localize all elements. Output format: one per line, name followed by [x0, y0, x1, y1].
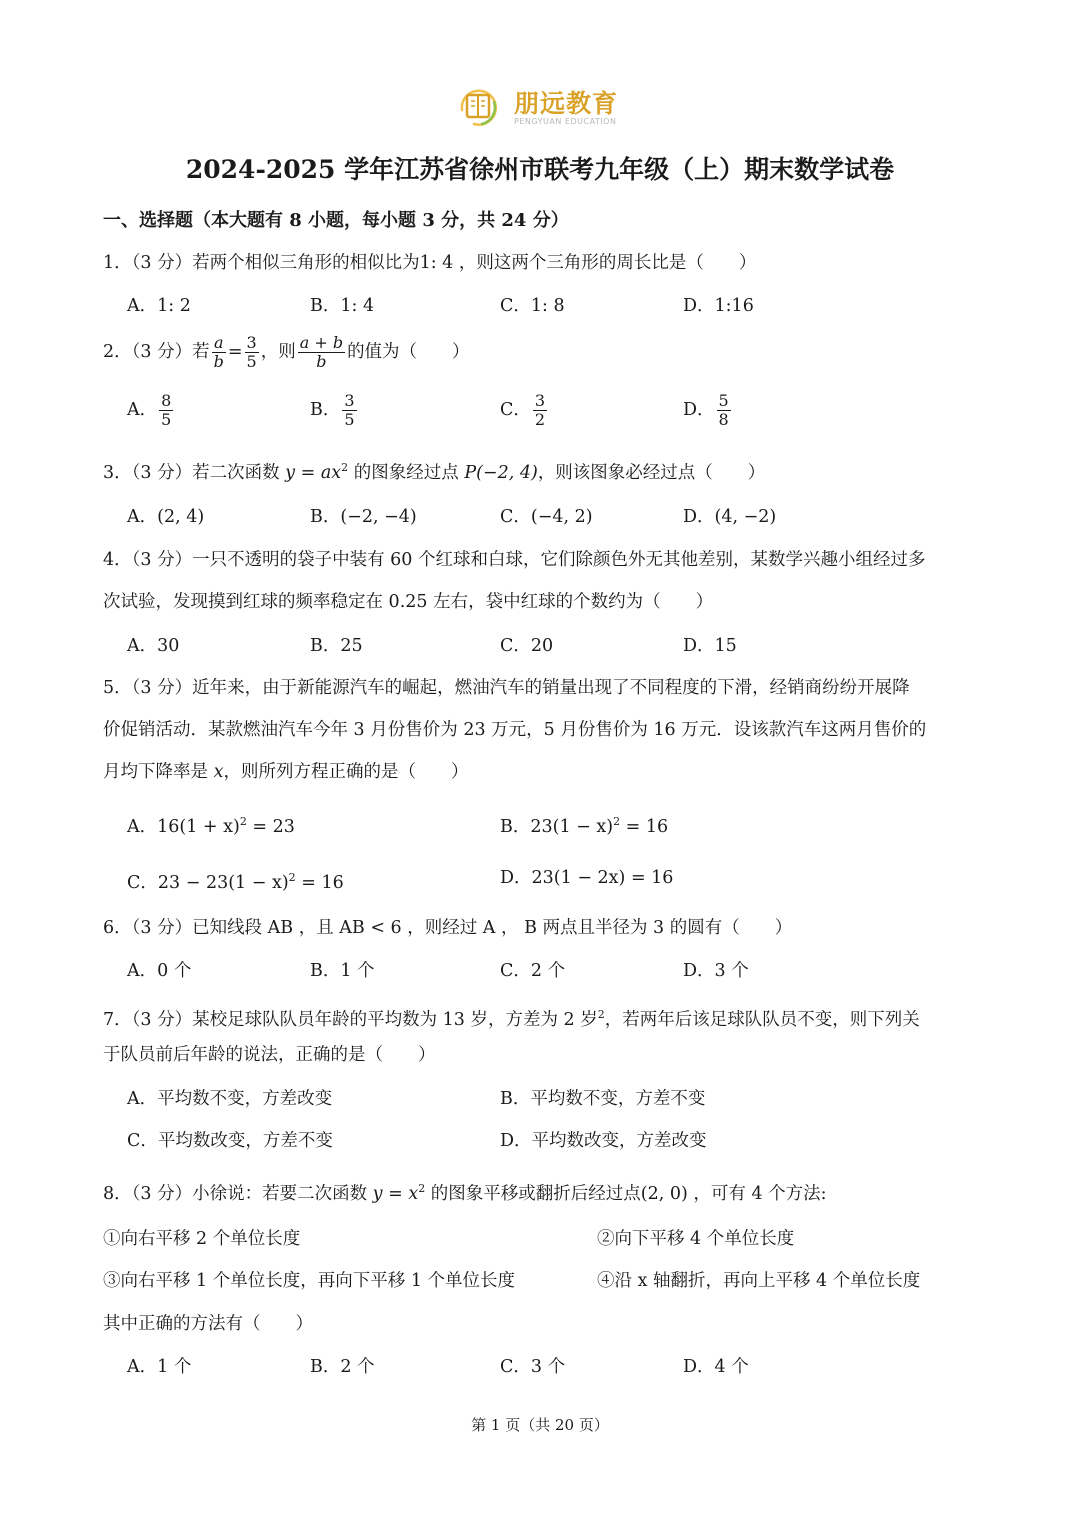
q8-option-c: C．3 个 — [500, 1357, 566, 1377]
q8-method-1: ①向右平移 2 个单位长度 — [103, 1229, 301, 1249]
page-footer: 第 1 页（共 20 页） — [471, 1416, 609, 1434]
question-7-line-2: 于队员前后年龄的说法，正确的是（ ） — [103, 1045, 436, 1065]
q8-method-3: ③向右平移 1 个单位长度，再向下平移 1 个单位长度 — [103, 1271, 516, 1291]
q7-exponent: 2 — [597, 1008, 605, 1021]
q5-line3-pre: 月均下降率是 — [103, 762, 208, 782]
q2-d-numerator: 5 — [718, 391, 729, 411]
q3-option-b: B．(−2, −4) — [310, 507, 417, 527]
q2-f1-numerator: a — [212, 334, 226, 353]
q8-option-b: B．2 个 — [310, 1357, 375, 1377]
q1-option-a: A．1: 2 — [127, 296, 191, 316]
q3-option-a: A．(2, 4) — [127, 507, 205, 527]
q2-a-numerator: 8 — [161, 391, 172, 411]
q5-b-pre: B．23(1 − x) — [500, 816, 614, 837]
q3-mid: 的图象经过点 — [353, 462, 459, 483]
q1-option-d: D．1:16 — [683, 296, 754, 316]
q8-option-a: A．1 个 — [127, 1357, 192, 1377]
question-2 — [103, 332, 470, 372]
q8-prompt: 其中正确的方法有（ ） — [103, 1314, 313, 1334]
q3-function: y = ax — [285, 462, 342, 483]
q5-c-post: = 16 — [295, 872, 344, 893]
question-4-line-1: 4．（3 分）一只不透明的袋子中装有 60 个红球和白球，它们除颜色外无其他差别，某数学兴趣小组经过多 — [103, 550, 926, 570]
q2-f2-denominator: 5 — [246, 352, 257, 371]
q8-pre: 8．（3 分）小徐说：若要二次函数 — [103, 1183, 368, 1204]
q2-f3-denominator: b — [316, 352, 327, 371]
question-1: 1．（3 分）若两个相似三角形的相似比为1: 4 ，则这两个三角形的周长比是（ ） — [103, 253, 757, 273]
q2-c-fraction — [533, 392, 547, 428]
q8-option-d: D．4 个 — [683, 1357, 749, 1377]
q2-a-denominator: 5 — [161, 410, 172, 429]
question-4-line-2: 次试验，发现摸到红球的频率稳定在 0.25 左右，袋中红球的个数约为（ ） — [103, 592, 714, 612]
q2-f1-denominator: b — [213, 352, 224, 371]
q2-d-denominator: 8 — [718, 410, 729, 429]
q6-option-d: D．3 个 — [683, 961, 749, 981]
book-logo-icon — [452, 80, 504, 132]
q2-comma: ，则 — [260, 342, 296, 362]
q3-option-d: D．(4, −2) — [683, 507, 777, 527]
q8-post: 的图象平移或翻折后经过点(2, 0) ，可有 4 个方法: — [430, 1183, 827, 1204]
q8-exponent: 2 — [418, 1182, 426, 1195]
q3-prefix: 3．（3 分）若二次函数 — [103, 462, 280, 483]
q7-line1-pre: 7．（3 分）某校足球队队员年龄的平均数为 13 岁，方差为 2 岁 — [103, 1009, 598, 1030]
logo-subtitle: PENGYUAN EDUCATION — [514, 117, 617, 126]
q2-option-b — [310, 390, 359, 430]
page-title: 2024-2025 学年江苏省徐州市联考九年级（上）期末数学试卷 — [185, 155, 895, 184]
q5-b-post: = 16 — [620, 816, 669, 837]
q2-fraction-a-over-b — [212, 334, 226, 370]
q5-variable: x — [213, 762, 224, 782]
q2-a-label: A． — [127, 400, 158, 420]
q8-method-2: ②向下平移 4 个单位长度 — [597, 1229, 795, 1249]
q2-c-numerator: 3 — [534, 391, 546, 411]
q6-option-b: B．1 个 — [310, 961, 375, 981]
q2-b-numerator: 3 — [344, 391, 355, 411]
q7-option-a: A．平均数不变，方差改变 — [127, 1089, 333, 1109]
question-3 — [103, 456, 765, 485]
q5-b-exponent: 2 — [613, 815, 621, 828]
q5-option-a — [127, 810, 295, 839]
q5-option-d: D．23(1 − 2x) = 16 — [500, 868, 674, 888]
question-8 — [103, 1177, 827, 1206]
q2-f2-numerator: 3 — [246, 333, 257, 353]
q2-prefix: 2．（3 分）若 — [103, 342, 210, 362]
q2-c-label: C． — [500, 400, 531, 420]
q6-option-a: A．0 个 — [127, 961, 192, 981]
q7-option-c: C．平均数改变，方差不变 — [127, 1131, 333, 1151]
q2-a-fraction — [159, 392, 173, 428]
q2-fraction-sum-over-b — [298, 334, 345, 370]
q2-f3-numerator: a + b — [299, 333, 344, 353]
q2-c-denominator: 2 — [534, 410, 546, 429]
q2-option-d — [683, 390, 733, 430]
question-5-line-3 — [103, 760, 468, 784]
q2-b-label: B． — [310, 400, 341, 420]
q7-option-d: D．平均数改变，方差改变 — [500, 1131, 707, 1151]
q2-b-fraction — [342, 392, 356, 428]
q8-function: y = x — [372, 1183, 419, 1204]
q5-option-c — [127, 866, 344, 895]
q3-exponent: 2 — [341, 461, 349, 474]
q3-option-c: C．(−4, 2) — [500, 507, 593, 527]
q4-option-b: B．25 — [310, 636, 363, 656]
q7-line1-post: ，若两年后该足球队队员不变，则下列关 — [604, 1009, 920, 1030]
q5-c-pre: C．23 − 23(1 − x) — [127, 872, 289, 893]
q5-line3-post: ，则所列方程正确的是（ ） — [223, 762, 469, 782]
q2-b-denominator: 5 — [344, 410, 355, 429]
logo-name: 朋远教育 — [514, 89, 619, 118]
q5-c-exponent: 2 — [288, 871, 296, 884]
q5-option-b — [500, 810, 668, 839]
question-5-line-2: 价促销活动．某款燃油汽车今年 3 月份售价为 23 万元，5 月份售价为 16 万元．设该款汽车这两月售价的 — [103, 720, 927, 740]
question-5-line-1: 5．（3 分）近年来，由于新能源汽车的崛起，燃油汽车的销量出现了不同程度的下滑，经销商纷纷开展降 — [103, 678, 910, 698]
q2-suffix: 的值为（ ） — [347, 342, 470, 362]
q5-a-pre: A．16(1 + x) — [127, 816, 240, 837]
q2-d-label: D． — [683, 400, 715, 420]
q3-suffix: ，则该图象必经过点（ ） — [537, 462, 766, 483]
question-7-line-1 — [103, 1003, 920, 1032]
q2-d-fraction — [717, 392, 731, 428]
q1-option-b: B．1: 4 — [310, 296, 375, 316]
question-6: 6．（3 分）已知线段 AB ，且 AB < 6 ，则经过 A ， B 两点且半径为 3 的圆有（ ） — [103, 918, 793, 938]
brand-logo — [452, 80, 642, 132]
q5-a-post: = 23 — [246, 816, 295, 837]
q1-option-c: C．1: 8 — [500, 296, 565, 316]
q2-fraction-3-over-5 — [245, 334, 259, 370]
q2-equals: = — [227, 342, 243, 362]
q4-option-c: C．20 — [500, 636, 554, 656]
q6-option-c: C．2 个 — [500, 961, 566, 981]
q8-method-4: ④沿 x 轴翻折，再向上平移 4 个单位长度 — [597, 1271, 921, 1291]
q2-option-c — [500, 390, 549, 430]
q4-option-a: A．30 — [127, 636, 180, 656]
q2-option-a — [127, 390, 175, 430]
q7-option-b: B．平均数不变，方差不变 — [500, 1089, 706, 1109]
q4-option-d: D．15 — [683, 636, 737, 656]
q5-a-exponent: 2 — [239, 815, 247, 828]
section-heading: 一、选择题（本大题有 8 小题，每小题 3 分，共 24 分） — [103, 210, 569, 231]
q3-point: P(−2, 4) — [464, 462, 538, 483]
